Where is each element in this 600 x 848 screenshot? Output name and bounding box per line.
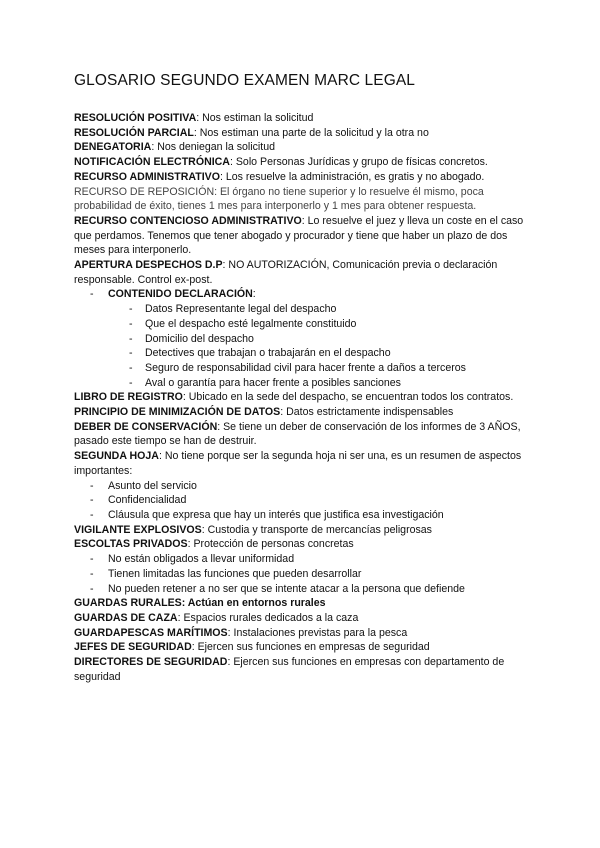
definition: : Espacios rurales dedicados a la caza [177,611,359,624]
term: RESOLUCIÓN PARCIAL [74,126,194,139]
term: GUARDAS DE CAZA [74,611,178,624]
definition: : Ejercen sus funciones en empresas con departamento de seguridad [74,656,505,683]
entry-recurso-reposicion: RECURSO DE REPOSICIÓN: El órgano no tiene superior y lo resuelve él mismo, poca probabilidad de éxito, tienes 1 mes para interponerlo y 1 mes para obtener respuesta. [74,185,484,213]
term: PRINCIPIO DE MINIMIZACIÓN DE DATOS [74,406,281,419]
definition: : Nos estiman la solicitud [196,112,314,124]
list-item: - Que el despacho esté legalmente constituido [74,317,529,332]
escoltas-list [74,552,529,596]
entry-apertura [74,258,529,287]
term: DEBER DE CONSERVACIÓN [74,420,218,433]
entry-vigilante-explosivos [74,523,529,538]
entry-directores-seguridad [74,655,529,684]
term: LIBRO DE REGISTRO [74,391,183,404]
entry-jefes-seguridad [74,640,529,655]
term: ESCOLTAS PRIVADOS [74,538,188,551]
entry-resolucion-parcial [74,126,529,141]
term: JEFES DE SEGURIDAD [74,641,192,654]
term: GUARDAPESCAS MARÍTIMOS [74,626,228,639]
segunda-hoja-list [74,479,529,523]
glossary-content [74,111,529,684]
definition: : NO AUTORIZACIÓN, Comunicación previa o declaración responsable. Control ex-post. [74,259,498,286]
definition: : Solo Personas Jurídicas y grupo de físicas concretos. [229,156,488,169]
term: APERTURA DESPECHOS D.P [74,259,223,272]
list-item: - Domicilio del despacho [74,332,529,347]
entry-escoltas-privados [74,537,529,552]
list-item: - Seguro de responsabilidad civil para hacer frente a daños a terceros [74,361,529,376]
term: NOTIFICACIÓN ELECTRÓNICA [74,156,230,169]
entry-recurso-contencioso [74,214,529,258]
definition: : Los resuelve la administración, es gratis y no abogado. [219,170,485,183]
definition: : Protección de personas concretas [187,538,354,551]
list-item: - No pueden retener a no ser que se intente atacar a la persona que defiende [74,582,529,597]
list-item: - Aval o garantía para hacer frente a posibles sanciones [74,376,529,391]
definition: : Nos deniegan la solicitud [151,141,275,154]
entry-denegatoria [74,140,529,155]
definition: : Ejercen sus funciones en empresas de seguridad [191,641,430,654]
definition: : No tiene porque ser la segunda hoja ni ser una, es un resumen de aspectos importantes: [74,450,522,477]
entry-guardas-rurales: GUARDAS RURALES: Actúan en entornos rurales [74,597,326,610]
entry-segunda-hoja [74,449,529,478]
entry-principio-minimizacion [74,405,529,420]
document-title: GLOSARIO SEGUNDO EXAMEN MARC LEGAL [74,72,416,89]
entry-libro-registro [74,390,529,405]
entry-guardapescas [74,626,529,641]
term: DIRECTORES DE SEGURIDAD [74,656,228,669]
definition: : [252,288,256,301]
list-item: - No están obligados a llevar uniformidad [74,552,529,567]
definition: : Lo resuelve el juez y lleva un coste en el caso que perdamos. Tenemos que tener abogado y procurador y tiene que haber un plazo de dos meses para interponerlo. [74,214,524,257]
entry-guardas-caza [74,611,529,626]
term: VIGILANTE EXPLOSIVOS [74,523,202,536]
term: RECURSO ADMINISTRATIVO [74,170,220,183]
list-item: - Asunto del servicio [74,479,529,494]
definition: : Nos estiman una parte de la solicitud y la otra no [193,126,429,139]
term: RECURSO CONTENCIOSO ADMINISTRATIVO [74,214,302,227]
definition: : Se tiene un deber de conservación de los informes de 3 AÑOS, pasado este tiempo se han de destruir. [74,420,521,448]
entry-recurso-administrativo [74,170,529,185]
entry-resolucion-positiva [74,111,529,126]
term: CONTENIDO DECLARACIÓN [108,288,253,301]
contenido-declaracion-items [74,302,529,390]
term: DENEGATORIA [74,141,152,154]
list-item: - Confidencialidad [74,493,529,508]
contenido-declaracion-list [74,287,529,302]
definition: : Ubicado en la sede del despacho, se encuentran todos los contratos. [182,391,514,404]
entry-notificacion [74,155,529,170]
definition: : Datos estrictamente indispensables [280,406,454,419]
list-item: - Cláusula que expresa que hay un interés que justifica esa investigación [74,508,529,523]
term: RESOLUCIÓN POSITIVA [74,112,197,124]
list-item: - Detectives que trabajan o trabajarán en el despacho [74,346,529,361]
list-item: - Datos Representante legal del despacho [74,302,529,317]
entry-deber-conservacion [74,420,529,449]
definition: : Instalaciones previstas para la pesca [227,626,408,639]
definition: : Custodia y transporte de mercancías peligrosas [201,523,432,536]
list-item [74,287,529,302]
list-item: - Tienen limitadas las funciones que pueden desarrollar [74,567,529,582]
term: SEGUNDA HOJA [74,450,159,463]
